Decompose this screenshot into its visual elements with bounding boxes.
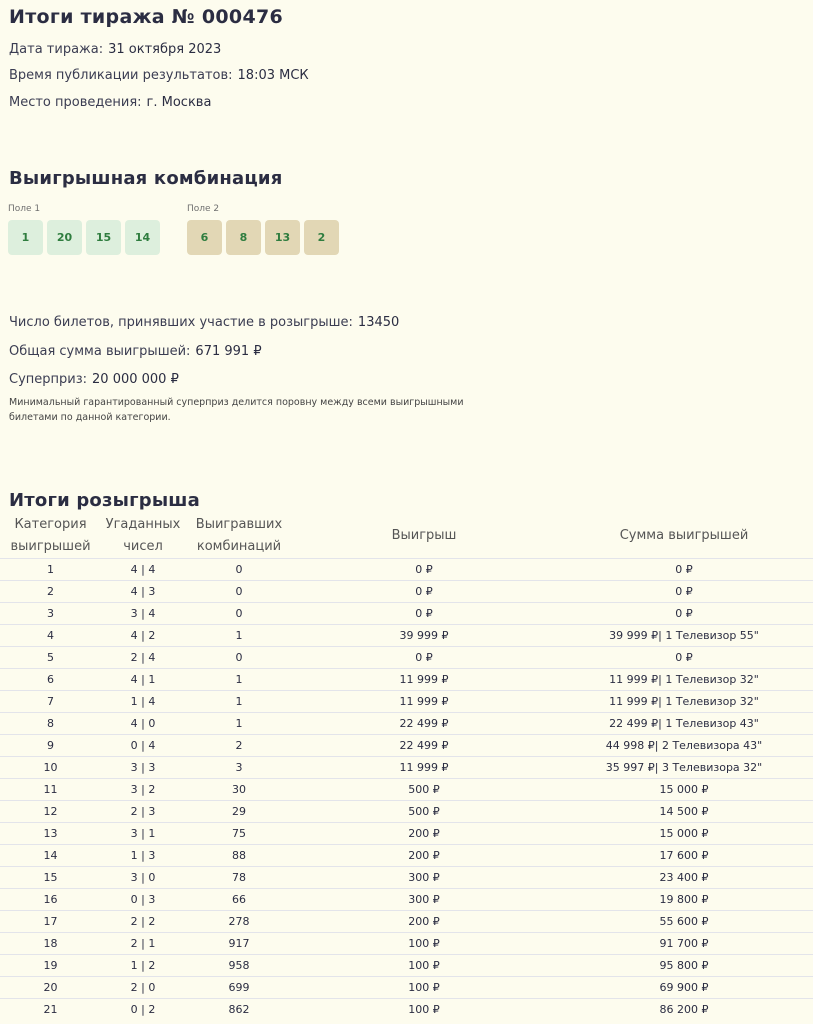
prize-cell: 100 ₽ <box>293 977 555 999</box>
table-row <box>0 933 813 955</box>
total-prize-cell: 0 ₽ <box>555 647 813 669</box>
total-prize-cell: 11 999 ₽| 1 Телевизор 32" <box>555 669 813 691</box>
table-row <box>0 801 813 823</box>
total-prize-cell: 15 000 ₽ <box>555 823 813 845</box>
total-prize-cell: 0 ₽ <box>555 581 813 603</box>
winners-cell: 75 <box>185 823 293 845</box>
category-cell: 5 <box>0 647 101 669</box>
table-row <box>0 669 813 691</box>
total-prize-cell: 69 900 ₽ <box>555 977 813 999</box>
prize-cell: 100 ₽ <box>293 933 555 955</box>
table-row <box>0 779 813 801</box>
matched-cell: 2 | 1 <box>101 933 185 955</box>
tickets-count-row <box>9 315 399 330</box>
total-prize-cell: 39 999 ₽| 1 Телевизор 55" <box>555 625 813 647</box>
winners-cell: 2 <box>185 735 293 757</box>
category-cell: 2 <box>0 581 101 603</box>
results-heading: Итоги розыгрыша <box>9 490 200 511</box>
prize-cell: 500 ₽ <box>293 779 555 801</box>
matched-cell: 4 | 1 <box>101 669 185 691</box>
field2-ball: 6 <box>187 220 222 255</box>
matched-cell: 4 | 3 <box>101 581 185 603</box>
publish-time-row <box>9 68 309 83</box>
category-cell: 12 <box>0 801 101 823</box>
tickets-count-label: Число билетов, принявших участие в розыгрыше: <box>9 315 353 330</box>
table-row <box>0 823 813 845</box>
category-cell: 1 <box>0 559 101 581</box>
prize-cell: 200 ₽ <box>293 911 555 933</box>
prize-cell: 11 999 ₽ <box>293 757 555 779</box>
publish-time-value: 18:03 МСК <box>237 68 309 83</box>
total-winnings-value: 671 991 ₽ <box>195 344 262 359</box>
superprize-note: Минимальный гарантированный суперприз делится поровну между всеми выигрышными билетами по данной категории. <box>9 397 464 423</box>
table-row <box>0 757 813 779</box>
matched-cell: 1 | 4 <box>101 691 185 713</box>
table-row <box>0 845 813 867</box>
winners-cell: 88 <box>185 845 293 867</box>
winners-cell: 278 <box>185 911 293 933</box>
table-row <box>0 713 813 735</box>
prize-cell: 0 ₽ <box>293 581 555 603</box>
category-cell: 14 <box>0 845 101 867</box>
winners-cell: 1 <box>185 691 293 713</box>
winners-cell: 29 <box>185 801 293 823</box>
table-row <box>0 889 813 911</box>
superprize-label: Суперприз: <box>9 372 88 387</box>
prize-cell: 0 ₽ <box>293 559 555 581</box>
matched-cell: 3 | 0 <box>101 867 185 889</box>
prize-cell: 300 ₽ <box>293 867 555 889</box>
table-row <box>0 999 813 1021</box>
matched-cell: 2 | 2 <box>101 911 185 933</box>
winners-cell: 958 <box>185 955 293 977</box>
total-prize-cell: 11 999 ₽| 1 Телевизор 32" <box>555 691 813 713</box>
results-body <box>0 559 813 1021</box>
matched-cell: 0 | 3 <box>101 889 185 911</box>
superprize-value: 20 000 000 ₽ <box>92 372 179 387</box>
matched-cell: 3 | 3 <box>101 757 185 779</box>
matched-cell: 1 | 3 <box>101 845 185 867</box>
total-prize-cell: 35 997 ₽| 3 Телевизора 32" <box>555 757 813 779</box>
category-cell: 19 <box>0 955 101 977</box>
total-prize-cell: 44 998 ₽| 2 Телевизора 43" <box>555 735 813 757</box>
total-winnings-label: Общая сумма выигрышей: <box>9 344 191 359</box>
prize-cell: 0 ₽ <box>293 647 555 669</box>
field1-ball: 15 <box>86 220 121 255</box>
table-row <box>0 603 813 625</box>
prize-cell: 11 999 ₽ <box>293 669 555 691</box>
category-cell: 18 <box>0 933 101 955</box>
category-cell: 8 <box>0 713 101 735</box>
matched-cell: 3 | 4 <box>101 603 185 625</box>
prize-cell: 22 499 ₽ <box>293 713 555 735</box>
location-row <box>9 95 211 110</box>
superprize-row <box>9 372 179 387</box>
col-header-total-prize: Сумма выигрышей <box>619 528 749 543</box>
prize-cell: 22 499 ₽ <box>293 735 555 757</box>
matched-cell: 2 | 0 <box>101 977 185 999</box>
field2-label: Поле 2 <box>187 204 220 214</box>
category-cell: 13 <box>0 823 101 845</box>
total-winnings-row <box>9 344 262 359</box>
table-row <box>0 911 813 933</box>
field2-ball: 2 <box>304 220 339 255</box>
prize-cell: 200 ₽ <box>293 823 555 845</box>
total-prize-cell: 0 ₽ <box>555 603 813 625</box>
location-label: Место проведения: <box>9 95 142 110</box>
field1-ball: 20 <box>47 220 82 255</box>
total-prize-cell: 0 ₽ <box>555 559 813 581</box>
winners-cell: 699 <box>185 977 293 999</box>
category-cell: 9 <box>0 735 101 757</box>
matched-cell: 3 | 1 <box>101 823 185 845</box>
draw-date-row <box>9 42 221 57</box>
table-row <box>0 691 813 713</box>
winners-cell: 0 <box>185 559 293 581</box>
col-header-winning-combinations: Выигравших комбинаций <box>195 517 283 554</box>
prize-cell: 100 ₽ <box>293 955 555 977</box>
winners-cell: 0 <box>185 581 293 603</box>
total-prize-cell: 55 600 ₽ <box>555 911 813 933</box>
matched-cell: 0 | 2 <box>101 999 185 1021</box>
matched-cell: 1 | 2 <box>101 955 185 977</box>
col-header-prize: Выигрыш <box>391 528 457 543</box>
prize-cell: 0 ₽ <box>293 603 555 625</box>
prize-cell: 100 ₽ <box>293 999 555 1021</box>
winners-cell: 862 <box>185 999 293 1021</box>
winners-cell: 30 <box>185 779 293 801</box>
total-prize-cell: 91 700 ₽ <box>555 933 813 955</box>
tickets-count-value: 13450 <box>357 315 400 330</box>
winners-cell: 0 <box>185 603 293 625</box>
matched-cell: 4 | 2 <box>101 625 185 647</box>
prize-cell: 500 ₽ <box>293 801 555 823</box>
winning-combination-heading: Выигрышная комбинация <box>9 168 283 189</box>
category-cell: 4 <box>0 625 101 647</box>
col-header-matched: Угаданных чисел <box>105 517 181 554</box>
winners-cell: 78 <box>185 867 293 889</box>
table-row <box>0 559 813 581</box>
category-cell: 11 <box>0 779 101 801</box>
matched-cell: 4 | 0 <box>101 713 185 735</box>
total-prize-cell: 22 499 ₽| 1 Телевизор 43" <box>555 713 813 735</box>
field1-ball: 1 <box>8 220 43 255</box>
winners-cell: 1 <box>185 713 293 735</box>
category-cell: 7 <box>0 691 101 713</box>
category-cell: 3 <box>0 603 101 625</box>
prize-cell: 11 999 ₽ <box>293 691 555 713</box>
winners-cell: 0 <box>185 647 293 669</box>
table-row <box>0 977 813 999</box>
total-prize-cell: 15 000 ₽ <box>555 779 813 801</box>
table-row <box>0 625 813 647</box>
prize-cell: 200 ₽ <box>293 845 555 867</box>
winners-cell: 3 <box>185 757 293 779</box>
winners-cell: 1 <box>185 669 293 691</box>
category-cell: 20 <box>0 977 101 999</box>
publish-time-label: Время публикации результатов: <box>9 68 233 83</box>
col-header-category: Категория выигрышей <box>10 517 91 554</box>
prize-cell: 39 999 ₽ <box>293 625 555 647</box>
total-prize-cell: 19 800 ₽ <box>555 889 813 911</box>
results-header-row <box>0 514 813 559</box>
category-cell: 10 <box>0 757 101 779</box>
matched-cell: 3 | 2 <box>101 779 185 801</box>
category-cell: 21 <box>0 999 101 1021</box>
table-row <box>0 735 813 757</box>
location-value: г. Москва <box>146 95 212 110</box>
page-title: Итоги тиража № 000476 <box>9 6 284 28</box>
draw-date-label: Дата тиража: <box>9 42 104 57</box>
table-row <box>0 581 813 603</box>
table-row <box>0 955 813 977</box>
winners-cell: 917 <box>185 933 293 955</box>
matched-cell: 2 | 4 <box>101 647 185 669</box>
total-prize-cell: 17 600 ₽ <box>555 845 813 867</box>
total-prize-cell: 23 400 ₽ <box>555 867 813 889</box>
table-row <box>0 647 813 669</box>
field2-ball: 8 <box>226 220 261 255</box>
winners-cell: 66 <box>185 889 293 911</box>
prize-cell: 300 ₽ <box>293 889 555 911</box>
field1-label: Поле 1 <box>8 204 41 214</box>
category-cell: 16 <box>0 889 101 911</box>
category-cell: 15 <box>0 867 101 889</box>
total-prize-cell: 86 200 ₽ <box>555 999 813 1021</box>
table-row <box>0 867 813 889</box>
total-prize-cell: 14 500 ₽ <box>555 801 813 823</box>
category-cell: 6 <box>0 669 101 691</box>
matched-cell: 2 | 3 <box>101 801 185 823</box>
results-table <box>0 514 813 1020</box>
category-cell: 17 <box>0 911 101 933</box>
field1-ball: 14 <box>125 220 160 255</box>
draw-date-value: 31 октября 2023 <box>108 42 222 57</box>
winners-cell: 1 <box>185 625 293 647</box>
matched-cell: 0 | 4 <box>101 735 185 757</box>
matched-cell: 4 | 4 <box>101 559 185 581</box>
field2-ball: 13 <box>265 220 300 255</box>
total-prize-cell: 95 800 ₽ <box>555 955 813 977</box>
